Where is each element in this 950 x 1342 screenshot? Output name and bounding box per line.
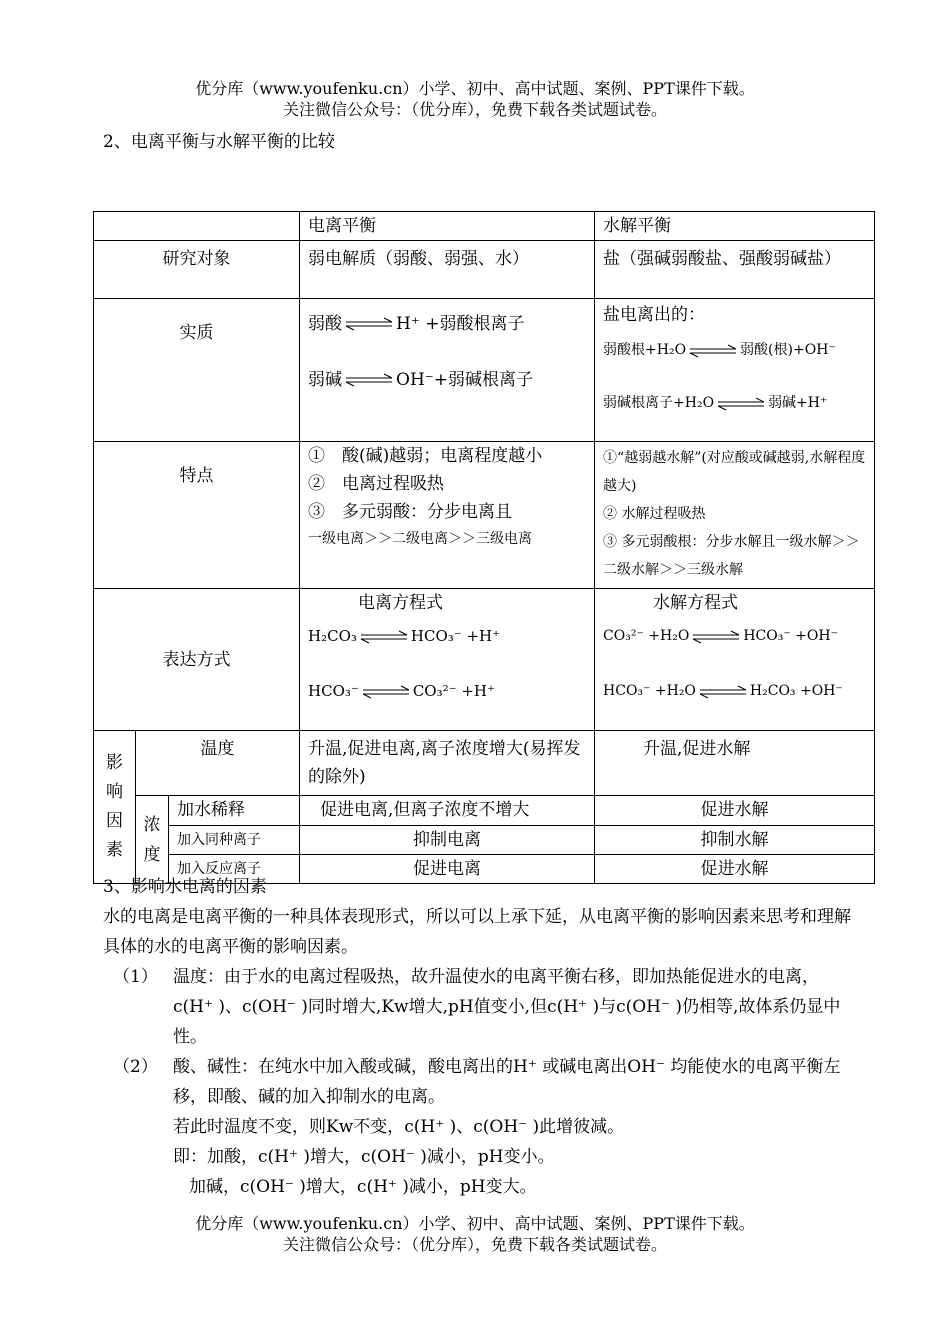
section-3-intro: 水的电离是电离平衡的一种具体表现形式，所以可以上承下延，从电离平衡的影响因素来思考和理解具体的水的电离平衡的影响因素。 (103, 907, 851, 957)
row-label-object: 研究对象 (94, 241, 300, 299)
row-label-feature: 特点 (94, 442, 300, 589)
expr-hyd-eq-2 (603, 678, 866, 705)
header-line-2: 关注微信公众号：（优分库），免费下载各类试题试卷。 (282, 100, 667, 119)
item-2-line-d: 加碱，c(OH⁻ )增大，c(H⁺ )减小，pH变大。 (189, 1177, 537, 1197)
eq-left: 弱酸根+H₂O (603, 342, 687, 358)
expr-hyd-title: 水解方程式 (653, 593, 739, 613)
feature-hyd-3: ③ 多元弱酸根：分步水解且一级水解＞＞二级水解＞＞三级水解 (603, 534, 860, 578)
same-ion-hydrolysis: 抑制水解 (595, 826, 875, 855)
temp-ionization: 升温,促进电离,离子浓度增大(易挥发的除外) (300, 731, 595, 796)
row-label-same-ion: 加入同种离子 (169, 826, 300, 855)
essence-hyd-title: 盐电离出的： (603, 305, 706, 325)
eq-right: H⁺ +弱酸根离子 (396, 314, 525, 334)
item-1 (103, 962, 853, 1052)
reversible-arrow-icon (716, 397, 766, 411)
header-empty-cell (94, 212, 300, 241)
eq-left: 弱碱根离子+H₂O (603, 395, 715, 411)
item-1-text: 温度：由于水的电离过程吸热，故升温使水的电离平衡右移，即加热能促进水的电离，c(H⁺ )、c(OH⁻ )同时增大,Kw增大,pH值变小,但c(H⁺ )与c(OH⁻ )仍相等,故体系仍显中性。 (173, 967, 841, 1047)
eq-right: HCO₃⁻ +H⁺ (410, 627, 501, 645)
essence-ion-eq-1 (308, 309, 586, 339)
feature-ion-3: ③ 多元弱酸：分步电离且 (308, 502, 513, 522)
eq-right: HCO₃⁻ +OH⁻ (743, 628, 838, 644)
row-label-dilute: 加水稀释 (169, 796, 300, 826)
eq-left: CO₃²⁻ +H₂O (603, 628, 690, 644)
reversible-arrow-icon (361, 685, 411, 699)
eq-left: 弱碱 (308, 370, 343, 390)
page-footer (0, 1213, 950, 1255)
eq-right: OH⁻+弱碱根离子 (396, 370, 534, 390)
item-2 (103, 1052, 853, 1112)
reversible-arrow-icon (688, 344, 738, 358)
reversible-arrow-icon (691, 630, 741, 644)
row-label-expression: 表达方式 (94, 589, 300, 731)
reversible-arrow-icon (344, 317, 394, 331)
factors-label: 影响因素 (94, 731, 136, 884)
object-ionization: 弱电解质（弱酸、弱强、水） (300, 241, 595, 299)
concentration-label: 浓度 (136, 796, 169, 884)
header-line-1: 优分库（www.youfenku.cn）小学、初中、高中试题、案例、PPT课件下载。 (195, 79, 755, 98)
item-2-text: 酸、碱性：在纯水中加入酸或碱，酸电离出的H⁺ 或碱电离出OH⁻ 均能使水的电离平衡左移，即酸、碱的加入抑制水的电离。 (173, 1057, 841, 1107)
essence-hyd-eq-1 (603, 337, 866, 364)
footer-line-1: 优分库（www.youfenku.cn）小学、初中、高中试题、案例、PPT课件下载。 (195, 1214, 755, 1233)
reversible-arrow-icon (698, 685, 748, 699)
dilute-ionization: 促进电离,但离子浓度不增大 (300, 796, 595, 826)
eq-right: 弱碱+H⁺ (768, 395, 828, 411)
item-2-line-b: 若此时温度不变，则Kw不变，c(H⁺ )、c(OH⁻ )此增彼减。 (173, 1117, 625, 1137)
eq-left: HCO₃⁻ (308, 682, 359, 700)
item-2-number: （2） (113, 1057, 158, 1077)
eq-left: HCO₃⁻ +H₂O (603, 683, 696, 699)
eq-left: H₂CO₃ (308, 627, 357, 645)
feature-hyd-2: ② 水解过程吸热 (603, 506, 706, 522)
feature-ion-1: ① 酸(碱)越弱；电离程度越小 (308, 446, 543, 466)
page-header (0, 78, 950, 120)
section-2-title: 2、电离平衡与水解平衡的比较 (103, 132, 335, 152)
essence-ion-eq-2 (308, 365, 586, 395)
eq-left: 弱酸 (308, 314, 343, 334)
expr-ion-title: 电离方程式 (358, 593, 444, 613)
footer-line-2: 关注微信公众号：（优分库），免费下载各类试题试卷。 (282, 1235, 667, 1254)
col-header-hydrolysis: 水解平衡 (595, 212, 875, 241)
row-label-essence: 实质 (94, 299, 300, 442)
section-3-title: 3、影响水电离的因素 (103, 877, 267, 897)
expr-hyd-eq-1 (603, 623, 866, 650)
react-ion-hydrolysis: 促进水解 (595, 855, 875, 884)
dilute-hydrolysis: 促进水解 (595, 796, 875, 826)
col-header-ionization: 电离平衡 (300, 212, 595, 241)
row-label-react-ion: 加入反应离子 (169, 855, 300, 884)
feature-hyd-1: ①“越弱越水解”(对应酸或碱越弱,水解程度越大) (603, 450, 866, 494)
feature-ion-4: 一级电离＞＞二级电离＞＞三级电离 (308, 531, 533, 547)
feature-ion-2: ② 电离过程吸热 (308, 474, 445, 494)
same-ion-ionization: 抑制电离 (300, 826, 595, 855)
essence-hyd-eq-2 (603, 390, 866, 417)
item-1-number: （1） (113, 967, 158, 987)
expr-ion-eq-1 (308, 623, 586, 650)
react-ion-ionization: 促进电离 (300, 855, 595, 884)
expr-ion-eq-2 (308, 678, 586, 705)
section-3 (103, 872, 853, 1202)
comparison-table (93, 211, 875, 884)
reversible-arrow-icon (344, 373, 394, 387)
row-label-temperature: 温度 (136, 731, 300, 796)
item-2-line-c: 即：加酸，c(H⁺ )增大，c(OH⁻ )减小，pH变小。 (173, 1147, 555, 1167)
reversible-arrow-icon (359, 630, 409, 644)
object-hydrolysis: 盐（强碱弱酸盐、强酸弱碱盐） (595, 241, 875, 299)
temp-hydrolysis: 升温,促进水解 (595, 731, 875, 796)
eq-right: 弱酸(根)+OH⁻ (740, 342, 836, 358)
eq-right: H₂CO₃ +OH⁻ (749, 683, 843, 699)
eq-right: CO₃²⁻ +H⁺ (412, 682, 495, 700)
